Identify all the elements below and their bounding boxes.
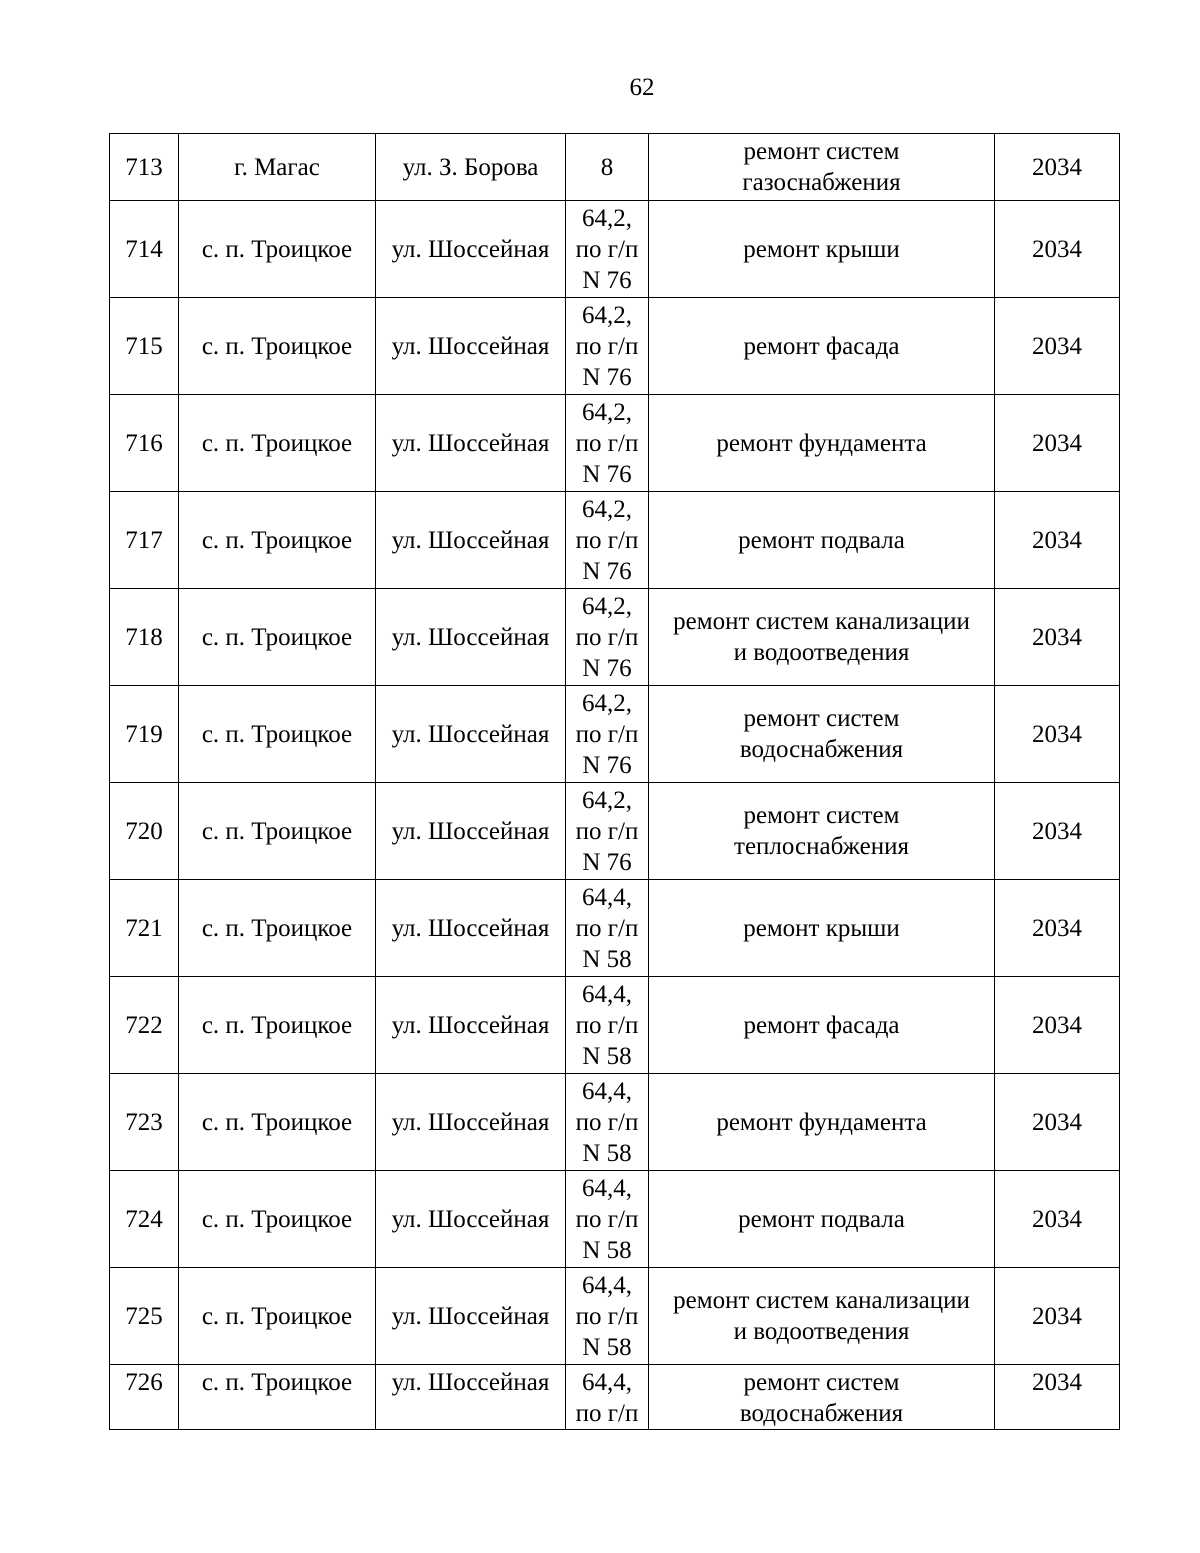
work-type-cell-line: ремонт подвала — [738, 526, 905, 554]
house-cell — [566, 589, 649, 686]
year-cell: 2034 — [995, 977, 1120, 1074]
house-cell-line: N 76 — [582, 654, 632, 682]
street-cell: ул. З. Борова — [376, 134, 566, 201]
street-cell: ул. Шоссейная — [376, 977, 566, 1074]
year-cell: 2034 — [995, 1365, 1120, 1430]
house-cell-line: 64,2, — [582, 301, 632, 329]
year-cell: 2034 — [995, 880, 1120, 977]
house-cell — [566, 201, 649, 298]
work-type-cell-line: ремонт систем канализации — [673, 608, 970, 635]
house-cell-line: по г/п — [575, 623, 639, 651]
table-row — [110, 492, 1120, 589]
house-cell — [566, 686, 649, 783]
work-type-cell-line: ремонт систем — [743, 802, 900, 829]
row-number-cell: 726 — [110, 1365, 179, 1430]
street-cell: ул. Шоссейная — [376, 1074, 566, 1171]
work-type-cell-line: ремонт фундамента — [716, 429, 927, 457]
year-cell: 2034 — [995, 492, 1120, 589]
house-cell — [566, 1365, 649, 1430]
row-number-cell: 722 — [110, 977, 179, 1074]
table-row — [110, 395, 1120, 492]
work-type-cell — [649, 201, 995, 298]
work-type-cell — [649, 492, 995, 589]
street-cell: ул. Шоссейная — [376, 589, 566, 686]
house-cell — [566, 134, 649, 201]
work-type-cell — [649, 134, 995, 201]
work-type-cell — [649, 686, 995, 783]
house-cell-line: по г/п — [575, 1400, 639, 1427]
house-cell-line: 64,4, — [582, 883, 632, 911]
table-row — [110, 1365, 1120, 1430]
year-cell: 2034 — [995, 134, 1120, 201]
house-cell — [566, 1171, 649, 1268]
house-cell-line: по г/п — [575, 1302, 639, 1330]
row-number-cell: 714 — [110, 201, 179, 298]
row-number-cell: 715 — [110, 298, 179, 395]
house-cell-line: N 76 — [582, 363, 632, 391]
work-type-cell-line: водоснабжения — [739, 1400, 904, 1427]
year-cell: 2034 — [995, 395, 1120, 492]
street-cell: ул. Шоссейная — [376, 686, 566, 783]
table-body — [110, 134, 1120, 1430]
settlement-cell: с. п. Троицкое — [179, 783, 376, 880]
year-cell: 2034 — [995, 589, 1120, 686]
house-cell-line: N 58 — [582, 1236, 632, 1264]
house-cell — [566, 1074, 649, 1171]
year-cell: 2034 — [995, 1268, 1120, 1365]
house-cell-line: по г/п — [575, 1205, 639, 1233]
settlement-cell: с. п. Троицкое — [179, 1074, 376, 1171]
work-type-cell — [649, 880, 995, 977]
house-cell-line: 64,2, — [582, 786, 632, 814]
house-cell-line: по г/п — [575, 720, 639, 748]
work-type-cell — [649, 1365, 995, 1430]
house-cell-line: N 76 — [582, 266, 632, 294]
row-number-cell: 716 — [110, 395, 179, 492]
settlement-cell: с. п. Троицкое — [179, 686, 376, 783]
settlement-cell: с. п. Троицкое — [179, 1365, 376, 1430]
house-cell-line: 64,4, — [582, 980, 632, 1008]
house-cell — [566, 298, 649, 395]
house-cell-line: по г/п — [575, 235, 639, 263]
settlement-cell: с. п. Троицкое — [179, 298, 376, 395]
house-cell-line: 8 — [600, 153, 614, 181]
house-cell-line: 64,4, — [582, 1271, 632, 1299]
street-cell: ул. Шоссейная — [376, 201, 566, 298]
work-type-cell — [649, 977, 995, 1074]
row-number-cell: 719 — [110, 686, 179, 783]
row-number-cell: 725 — [110, 1268, 179, 1365]
settlement-cell: с. п. Троицкое — [179, 395, 376, 492]
settlement-cell: с. п. Троицкое — [179, 1171, 376, 1268]
house-cell-line: по г/п — [575, 526, 639, 554]
year-cell: 2034 — [995, 298, 1120, 395]
table-row — [110, 783, 1120, 880]
street-cell: ул. Шоссейная — [376, 1171, 566, 1268]
table-row — [110, 880, 1120, 977]
year-cell: 2034 — [995, 686, 1120, 783]
work-type-cell-line: ремонт систем — [743, 1369, 900, 1396]
house-cell-line: 64,2, — [582, 204, 632, 232]
table-row — [110, 1268, 1120, 1365]
year-cell: 2034 — [995, 1074, 1120, 1171]
street-cell: ул. Шоссейная — [376, 298, 566, 395]
street-cell: ул. Шоссейная — [376, 1268, 566, 1365]
house-cell-line: 64,4, — [582, 1174, 632, 1202]
street-cell: ул. Шоссейная — [376, 880, 566, 977]
street-cell: ул. Шоссейная — [376, 395, 566, 492]
row-number-cell: 721 — [110, 880, 179, 977]
work-type-cell-line: ремонт крыши — [743, 235, 900, 263]
house-cell-line: по г/п — [575, 1108, 639, 1136]
table-row — [110, 1171, 1120, 1268]
row-number-cell: 717 — [110, 492, 179, 589]
street-cell: ул. Шоссейная — [376, 492, 566, 589]
row-number-cell: 720 — [110, 783, 179, 880]
work-type-cell-line: ремонт систем — [743, 138, 900, 165]
house-cell-line: N 58 — [582, 945, 632, 973]
house-cell-line: по г/п — [575, 429, 639, 457]
house-cell — [566, 880, 649, 977]
row-number-cell: 723 — [110, 1074, 179, 1171]
house-cell-line: по г/п — [575, 332, 639, 360]
settlement-cell: с. п. Троицкое — [179, 977, 376, 1074]
work-type-cell-line: ремонт фасада — [743, 332, 900, 360]
work-type-cell-line: газоснабжения — [742, 169, 901, 196]
house-cell-line: 64,4, — [582, 1369, 632, 1396]
row-number-cell: 713 — [110, 134, 179, 201]
house-cell-line: N 76 — [582, 460, 632, 488]
house-cell — [566, 1268, 649, 1365]
table-row — [110, 201, 1120, 298]
house-cell-line: по г/п — [575, 1011, 639, 1039]
settlement-cell: с. п. Троицкое — [179, 492, 376, 589]
work-type-cell — [649, 395, 995, 492]
house-cell-line: по г/п — [575, 914, 639, 942]
row-number-cell: 718 — [110, 589, 179, 686]
work-type-cell-line: ремонт фундамента — [716, 1108, 927, 1136]
table-row — [110, 134, 1120, 201]
year-cell: 2034 — [995, 1171, 1120, 1268]
settlement-cell: с. п. Троицкое — [179, 1268, 376, 1365]
table-row — [110, 298, 1120, 395]
house-cell-line: 64,4, — [582, 1077, 632, 1105]
work-type-cell-line: и водоотведения — [733, 639, 910, 666]
work-type-cell — [649, 298, 995, 395]
work-type-cell-line: водоснабжения — [739, 736, 904, 763]
works-table — [109, 133, 1120, 1430]
work-type-cell — [649, 783, 995, 880]
year-cell: 2034 — [995, 201, 1120, 298]
work-type-cell-line: ремонт фасада — [743, 1011, 900, 1039]
work-type-cell — [649, 1268, 995, 1365]
house-cell-line: 64,2, — [582, 495, 632, 523]
house-cell — [566, 783, 649, 880]
settlement-cell: с. п. Троицкое — [179, 589, 376, 686]
year-cell: 2034 — [995, 783, 1120, 880]
settlement-cell: г. Магас — [179, 134, 376, 201]
house-cell — [566, 395, 649, 492]
house-cell — [566, 492, 649, 589]
house-cell — [566, 977, 649, 1074]
house-cell-line: по г/п — [575, 817, 639, 845]
row-number-cell: 724 — [110, 1171, 179, 1268]
table-row — [110, 977, 1120, 1074]
house-cell-line: N 58 — [582, 1333, 632, 1361]
work-type-cell-line: и водоотведения — [733, 1318, 910, 1345]
work-type-cell — [649, 1074, 995, 1171]
street-cell: ул. Шоссейная — [376, 1365, 566, 1430]
work-type-cell-line: теплоснабжения — [734, 833, 909, 860]
house-cell-line: 64,2, — [582, 592, 632, 620]
page-number: 62 — [629, 74, 655, 101]
work-type-cell — [649, 589, 995, 686]
table-row — [110, 589, 1120, 686]
work-type-cell-line: ремонт систем канализации — [673, 1287, 970, 1314]
house-cell-line: N 58 — [582, 1042, 632, 1070]
house-cell-line: N 76 — [582, 848, 632, 876]
settlement-cell: с. п. Троицкое — [179, 880, 376, 977]
work-type-cell — [649, 1171, 995, 1268]
house-cell-line: N 76 — [582, 751, 632, 779]
house-cell-line: 64,2, — [582, 398, 632, 426]
settlement-cell: с. п. Троицкое — [179, 201, 376, 298]
work-type-cell-line: ремонт крыши — [743, 914, 900, 942]
work-type-cell-line: ремонт подвала — [738, 1205, 905, 1233]
table-row — [110, 1074, 1120, 1171]
house-cell-line: 64,2, — [582, 689, 632, 717]
house-cell-line: N 58 — [582, 1139, 632, 1167]
work-type-cell-line: ремонт систем — [743, 705, 900, 732]
table-row — [110, 686, 1120, 783]
street-cell: ул. Шоссейная — [376, 783, 566, 880]
house-cell-line: N 76 — [582, 557, 632, 585]
